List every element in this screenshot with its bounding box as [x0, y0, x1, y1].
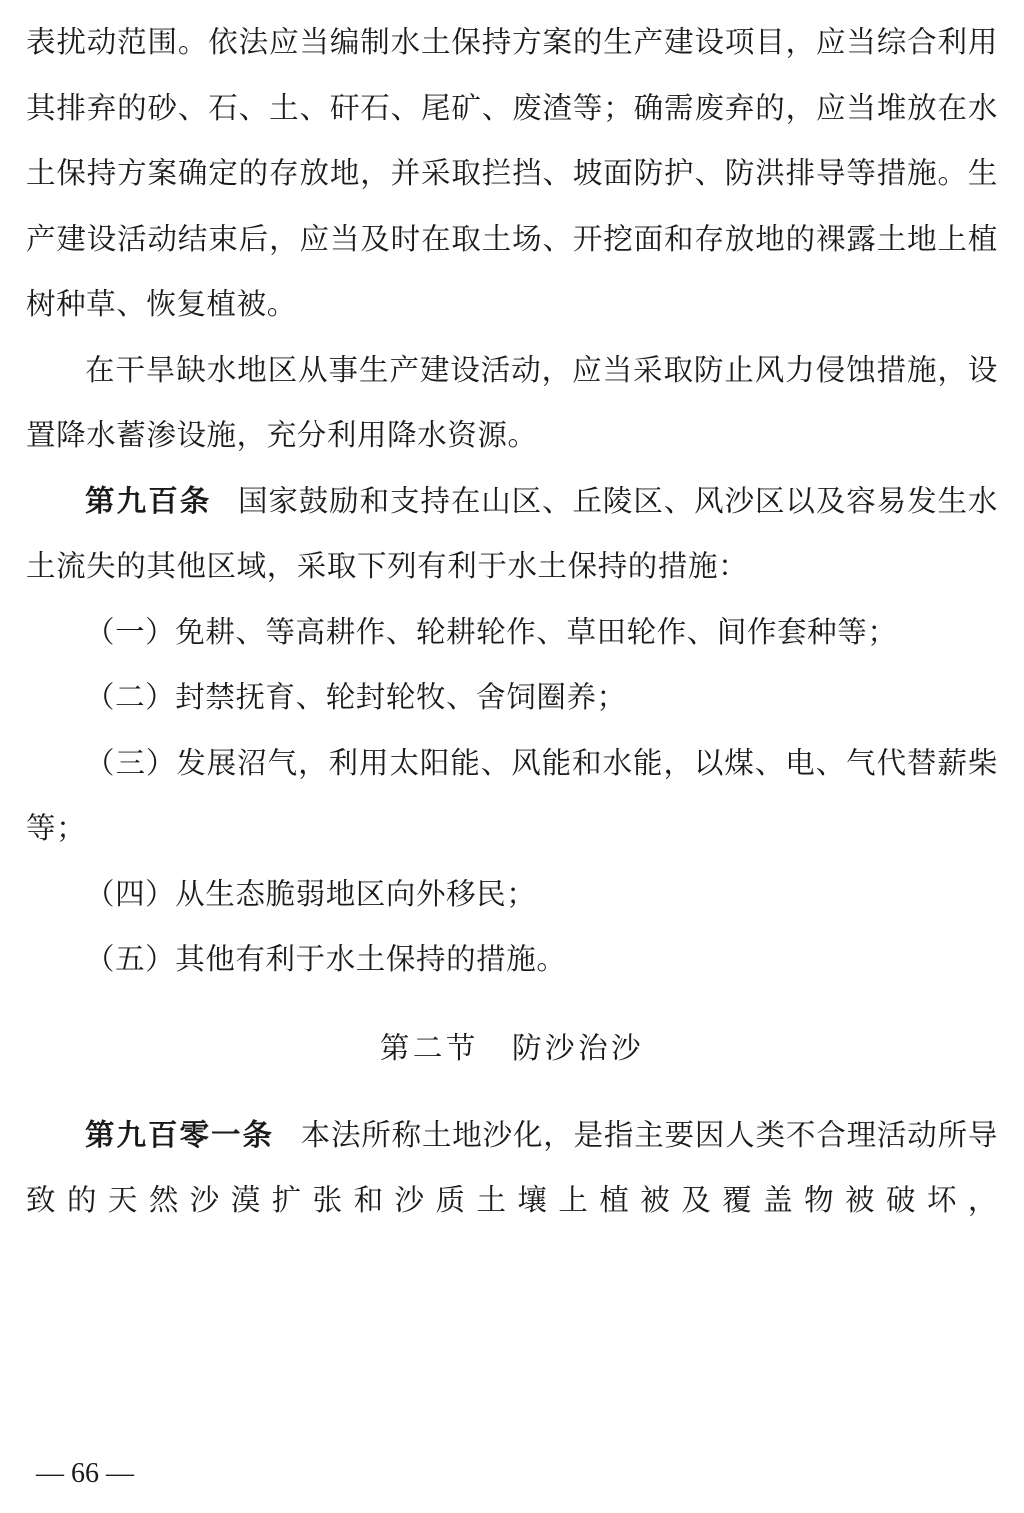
list-item-4: （四）从生态脆弱地区向外移民； — [85, 876, 537, 911]
list-item-5: （五）其他有利于水土保持的措施。 — [85, 942, 567, 976]
article-901-text: 本法所称土地沙化，是指主要因人类不合理活动所导致的天然沙漠扩张和沙质土壤上植被及覆盖物被破坏， — [26, 1117, 998, 1217]
section-title: 第二节 防沙治沙 — [379, 1030, 645, 1065]
article-901 — [26, 1103, 998, 1234]
paragraph-arid-areas: 在干旱缺水地区从事生产建设活动，应当采取防止风力侵蚀措施，设置降水蓄渗设施，充分利用降水资源。 — [26, 352, 998, 452]
page-number: — 66 — — [36, 1458, 134, 1489]
list-item-3: （三）发展沼气，利用太阳能、风能和水能，以煤、电、气代替薪柴等； — [26, 745, 998, 845]
article-900-number: 第九百条 — [85, 483, 212, 518]
paragraph-soil-disposal: 表扰动范围。依法应当编制水土保持方案的生产建设项目，应当综合利用其排弃的砂、石、土、矸石、尾矿、废渣等；确需废弃的，应当堆放在水土保持方案确定的存放地，并采取拦挡、坡面防护、防洪排导等措施。生产建设活动结束后，应当及时在取土场、开挖面和存放地的裸露土地上植树种草、恢复植被。 — [26, 25, 998, 321]
list-item-1: （一）免耕、等高耕作、轮耕轮作、草田轮作、间作套种等； — [85, 614, 898, 649]
article-900-text: 国家鼓励和支持在山区、丘陵区、风沙区以及容易发生水土流失的其他区域，采取下列有利于水土保持的措施： — [26, 483, 998, 583]
article-900 — [26, 469, 998, 600]
article-901-number: 第九百零一条 — [85, 1117, 275, 1152]
document-page — [26, 10, 998, 1234]
list-item-2: （二）封禁抚育、轮封轮牧、舍饲圈养； — [85, 680, 627, 714]
